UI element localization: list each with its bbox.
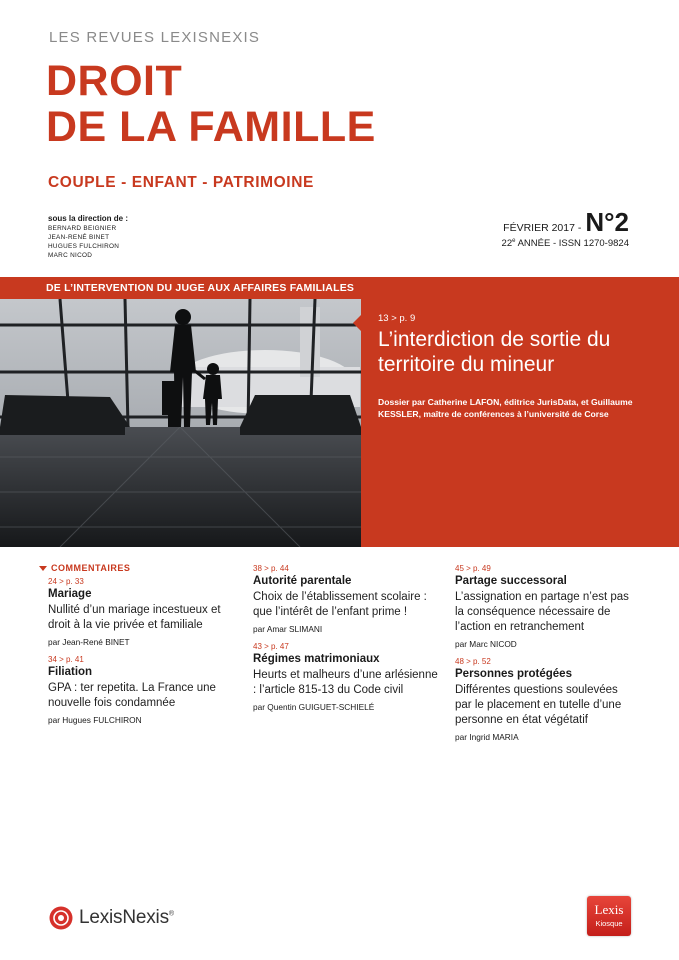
article-description: Heurts et malheurs d’une arlésienne : l’article 815-13 du Code civil: [253, 669, 438, 696]
publisher-logo: [49, 906, 174, 930]
year-number: 22: [501, 238, 513, 250]
article-description: Nullité d’un mariage incestueux et droit à la vie privée et familiale: [48, 604, 221, 631]
airport-photo: [0, 277, 361, 547]
feature-section: [0, 277, 679, 547]
feature-title[interactable]: L’interdiction de sortie du territoire du mineur: [378, 328, 611, 376]
article-entry[interactable]: [455, 656, 635, 743]
registered-mark: ®: [168, 910, 174, 918]
article-ref: 43 > p. 47: [253, 642, 289, 651]
article-author: par Hugues FULCHIRON: [48, 715, 142, 725]
year-issn-text: ANNÉE - ISSN 1270-9824: [515, 238, 629, 250]
series-label: LES REVUES LEXISNEXIS: [49, 29, 261, 46]
article-ref: 45 > p. 49: [455, 564, 491, 573]
article-entry[interactable]: [253, 641, 443, 713]
article-ref: 34 > p. 41: [48, 655, 84, 664]
article-heading: Filiation: [48, 666, 93, 678]
kiosque-line1: Lexis: [594, 902, 624, 917]
article-entry[interactable]: [48, 654, 238, 726]
commentaires-column-3: [455, 563, 635, 749]
feature-banner: DE L’INTERVENTION DU JUGE AUX AFFAIRES FAMILIALES: [0, 277, 361, 299]
article-entry[interactable]: [253, 563, 443, 635]
article-description: L’assignation en partage n’est pas la conséquence nécessaire de l’action en retranchement: [455, 591, 629, 633]
direction-lead: sous la direction de :: [48, 214, 129, 223]
editorial-direction: [48, 214, 268, 260]
section-label: COMMENTAIRES: [51, 563, 131, 573]
section-heading-commentaires: [39, 563, 238, 573]
issue-date-row: [329, 208, 629, 236]
article-ref: 48 > p. 52: [455, 657, 491, 666]
panel-notch: [353, 315, 361, 331]
journal-subtitle: COUPLE - ENFANT - PATRIMOINE: [48, 174, 314, 191]
commentaires-column-1: [48, 563, 238, 732]
article-entry[interactable]: [48, 576, 238, 648]
article-entry[interactable]: [455, 563, 635, 650]
article-description: Différentes questions soulevées par le placement en tutelle d’une personne en état végétatif: [455, 684, 622, 726]
article-ref: 24 > p. 33: [48, 577, 84, 586]
feature-panel: [361, 277, 679, 547]
director-name: JEAN-RENÉ BINET: [48, 234, 110, 241]
article-author: par Amar SLIMANI: [253, 624, 323, 634]
issue-info: [329, 208, 629, 249]
article-ref: 38 > p. 44: [253, 564, 289, 573]
article-author: par Quentin GUIGUET-SCHIELÉ: [253, 702, 375, 712]
director-name: MARC NICOD: [48, 252, 93, 259]
kiosque-line2: Kiosque: [595, 919, 623, 928]
airport-silhouette-illustration: [0, 277, 361, 547]
article-heading: Autorité parentale: [253, 575, 352, 587]
triangle-down-icon: [39, 566, 47, 571]
article-author: par Marc NICOD: [455, 639, 517, 649]
publisher-name-text: LexisNexis: [79, 907, 169, 928]
feature-ref: 13 > p. 9: [378, 313, 416, 324]
article-heading: Régimes matrimoniaux: [253, 653, 380, 665]
article-author: par Ingrid MARIA: [455, 732, 519, 742]
issue-number: N°2: [585, 207, 629, 237]
article-author: par Jean-René BINET: [48, 637, 130, 647]
article-heading: Personnes protégées: [455, 668, 572, 680]
issue-year-issn: [329, 238, 629, 249]
article-description: GPA : ter repetita. La France une nouvelle fois condamnée: [48, 682, 216, 709]
publisher-name: [79, 907, 174, 929]
issue-date: FÉVRIER 2017 -: [503, 222, 582, 234]
lexis-kiosque-badge[interactable]: [587, 896, 631, 936]
feature-authors: Dossier par Catherine LAFON, éditrice JurisData, et Guillaume KESSLER, maître de conférences à l’université de Corse: [378, 397, 633, 419]
commentaires-column-2: [253, 563, 443, 719]
director-name: BERNARD BEIGNIER: [48, 225, 117, 232]
year-suffix: e: [512, 238, 516, 244]
journal-title-line1: DROIT: [46, 57, 183, 105]
journal-title: [46, 58, 376, 150]
lexisnexis-logo-icon: [49, 906, 73, 930]
journal-title-line2: DE LA FAMILLE: [46, 103, 376, 151]
article-heading: Partage successoral: [455, 575, 567, 587]
article-description: Choix de l’établissement scolaire : que l’intérêt de l’enfant prime !: [253, 591, 427, 618]
article-heading: Mariage: [48, 588, 92, 600]
director-name: HUGUES FULCHIRON: [48, 243, 120, 250]
